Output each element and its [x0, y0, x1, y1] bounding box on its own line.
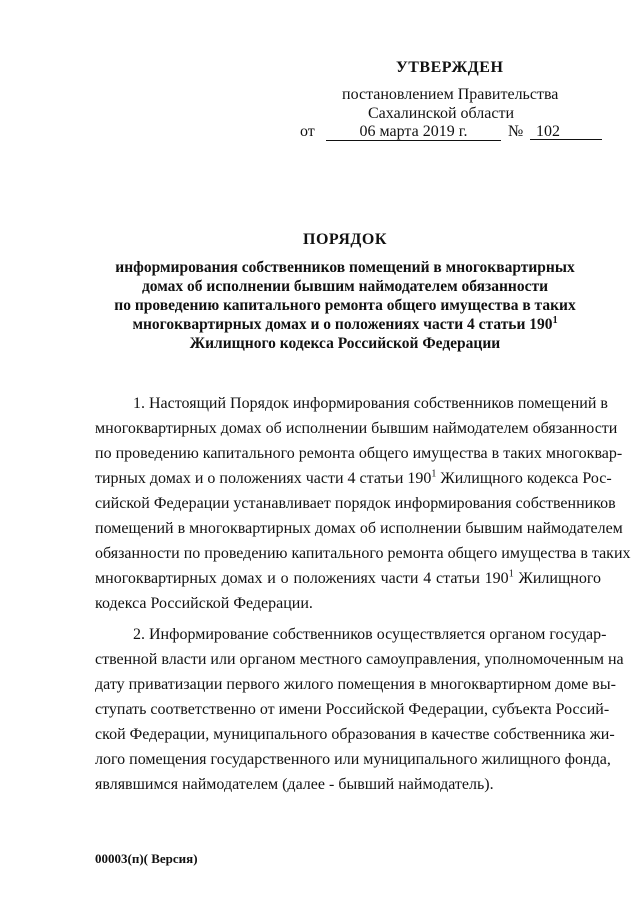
article-superscript: 1 [431, 468, 437, 480]
paragraph-1-line: 1. Настоящий Порядок информирования собственников помещений в [133, 395, 608, 412]
paragraph-1-text: Жилищного кодекса Рос- [436, 470, 612, 487]
subtitle-line: домах об исполнении бывшим наймодателем обязанности [141, 278, 549, 295]
paragraph-1-line [95, 466, 612, 491]
paragraph-1-line: кодекса Российской Федерации. [95, 595, 313, 612]
approval-date-row [300, 122, 600, 142]
paragraph-1-line [95, 566, 601, 591]
subtitle-line: информирования собственников помещений в многоквартирных [115, 259, 575, 276]
subtitle-superscript: 1 [552, 314, 558, 326]
paragraph-1-line: помещений в многоквартирных домах об исполнении бывшим наймодателем [95, 520, 623, 537]
article-superscript: 1 [508, 568, 514, 580]
paragraph-2-line: лого помещения государственного или муниципального жилищного фонда, [95, 751, 611, 768]
subtitle-line: по проведению капитального ремонта общего имущества в таких [114, 297, 576, 314]
paragraph-2-line: являвшимся наймодателем (далее - бывший наймодатель). [95, 776, 494, 793]
paragraph-1-line: сийской Федерации устанавливает порядок информирования собственников [95, 495, 616, 512]
paragraph-2-line: ственной власти или органом местного самоуправления, уполномоченным на [95, 651, 624, 668]
paragraph-1-text: тирных домах и о положениях части 4 статьи 190 [95, 470, 432, 487]
approval-date: 06 марта 2019 г. [326, 122, 501, 141]
approval-number: 102 [530, 122, 602, 140]
paragraph-2-line: ступать соответственно от имени Российской Федерации, субъекта Россий- [95, 701, 610, 718]
paragraph-2-line: 2. Информирование собственников осуществляется органом государ- [133, 626, 607, 643]
paragraph-1-line: многоквартирных домах об исполнении бывшим наймодателем обязанности [95, 420, 618, 437]
document-title: ПОРЯДОК [303, 231, 387, 248]
paragraph-2-line: ской Федерации, муниципального образования в качестве собственника жи- [95, 726, 615, 743]
document-version-code: 00003(п)( Версия) [95, 851, 198, 866]
paragraph-1-text: многоквартирных домах и о положениях части 4 статьи 190 [95, 570, 509, 587]
subtitle-line-text: многоквартирных домах и о положениях части 4 статьи 190 [132, 316, 553, 333]
number-label: № [508, 123, 524, 140]
paragraph-2-line: дату приватизации первого жилого помещения в многоквартирном доме вы- [95, 676, 616, 693]
approved-heading: УТВЕРЖДЕН [396, 59, 504, 76]
approval-issuer-line: постановлением Правительства [342, 86, 559, 103]
paragraph-1-line: по проведению капитального ремонта общего имущества в таких многоквар- [95, 445, 623, 462]
date-prefix-label: от [300, 123, 315, 140]
document-subtitle [80, 258, 610, 353]
subtitle-line [80, 315, 610, 334]
paragraph-1-text: Жилищного [513, 570, 601, 587]
approval-region-line: Сахалинской области [368, 105, 515, 122]
subtitle-line: Жилищного кодекса Российской Федерации [189, 335, 501, 352]
document-body [95, 391, 631, 797]
paragraph-1-line: обязанности по проведению капитального ремонта общего имущества в таких [95, 545, 631, 562]
